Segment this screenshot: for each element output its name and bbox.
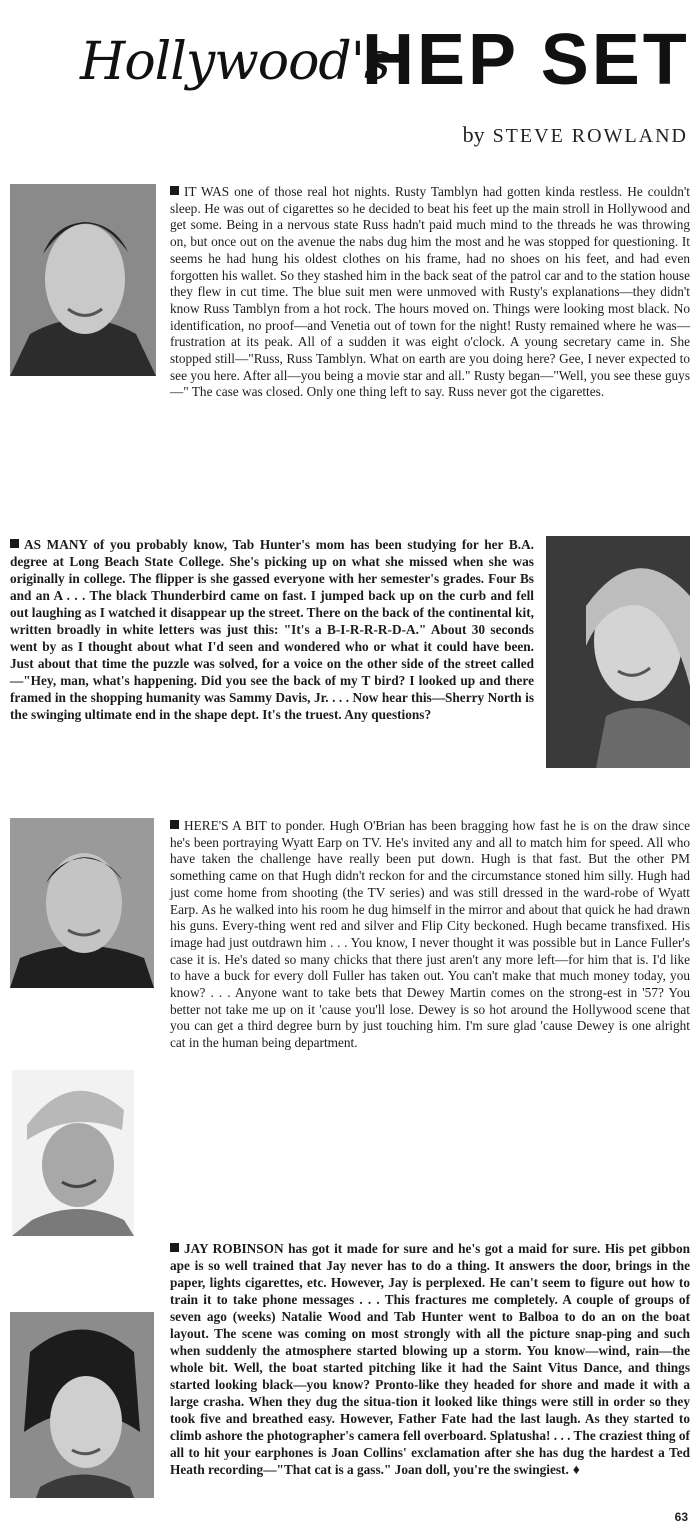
paragraph-jay-robinson [170, 1240, 690, 1479]
page-number: 63 [674, 1510, 688, 1524]
paragraph-tab-hunter-text: AS MANY of you probably know, Tab Hunter's mom has been studying for her B.A. degree at Long Beach State College. She's picking up on what she missed when she was originally in college. The flipper is she gassed everyone with her semester's grades. Four Bs and an A . . . The black Thunderbird came on fast. I jumped back up on the curb and fell out laughing as I watched it disappear up the street. There on the back of the continental kit, written broadly in white letters was just this: "It's a B-I-R-R-R-D-A." About 30 seconds went by as I thought about what I'd seen and wondered who or what it could have been. Just about that time the puzzle was solved, for a voice on the other side of the street called—"Hey, man, what's happening. Did you see the back of my T bird? I looked up and there framed in the shopping humanity was Sammy Davis, Jr. . . . Now hear this—Sherry North is the swinging ultimate end in the shape dept. It's the truest. Any questions? [10, 537, 534, 722]
portrait-rusty-tamblyn-image [10, 184, 156, 376]
title-bold: HEP SET [362, 20, 690, 100]
title [70, 18, 690, 110]
portrait-sherry-north-image [546, 536, 690, 768]
bullet-icon [10, 539, 19, 548]
paragraph-hugh-obrian [170, 818, 690, 1052]
bullet-icon [170, 186, 179, 195]
portrait-sherry-north [546, 536, 690, 768]
byline-author: STEVE ROWLAND [492, 125, 688, 147]
byline [463, 122, 688, 148]
portrait-joan-collins-image [10, 1312, 154, 1498]
title-script: Hollywood's [80, 32, 390, 92]
portrait-hugh-obrian-image [10, 818, 154, 988]
paragraph-hugh-obrian-text: HERE'S A BIT to ponder. Hugh O'Brian has been bragging how fast he is on the draw since he's been portraying Wyatt Earp on TV. He's invited any and all to match him for speed. All who have taken the challenge have really been put down. Hugh is that fast. But the other PM something came on that Hugh didn't reckon for and the circumstance stoned him silly. Hugh had just come home from shooting (the TV series) and was still dressed in the ward-robe of Wyatt Earp. As he walked into his room he dug himself in the mirror and about that quick he had drawn his guns. Every-thing went red and silver and Flip City beckoned. Hugh became transfixed. His image had just outdrawn him . . . You know, I never thought it was possible but in Lance Fuller's case it is. He's dated so many chicks that there just aren't any more left—for him that is. I'd like to have a buck for every doll Fuller has taken out. You can't make that much money today, you know? . . . Anyone want to take bets that Dewey Martin comes on the strong-est in '57? You better not take me up on it 'cause you'll lose. Dewey is so hot around the Hollywood scene that you can get a third degree burn by just touching him. I'm sure glad 'cause Dewey is one alright cat in the human being department. [170, 818, 690, 1051]
paragraph-rusty-tamblyn-text: IT WAS one of those real hot nights. Rusty Tamblyn had gotten kinda restless. He couldn't sleep. He was out of cigarettes so he decided to beat his feet up the main stroll in Hollywood and get some. Being in a nervous state Russ hadn't paid much mind to the threads he was throwing on, but once out on the avenue the nabs dug him the most and he was stopped for questioning. It seems he had hung his oldest clothes on his frame, had no shoes on his feet, and had even forgotten his wallet. So they stashed him in the back seat of the patrol car and to the station house they flew in cut time. The blue suit men were unmoved with Rusty's explanations—they didn't know Russ Tamblyn from a hot rock. The hours moved on. Things were looking most black. No identification, no proof—and Venetia out of town for the night! Rusty remained where he was—frustration at its peak. All of a sudden it was eight o'clock. A young secretary came in. She stopped still—"Russ, Russ Tamblyn. What on earth are you doing here? Gee, I never expected to see you here. After all—you being a movie star and all." Rusty began—"Well, you see these guys—" The case was closed. Only one thing left to say. Russ never got the cigarettes. [170, 184, 690, 400]
bullet-icon [170, 820, 179, 829]
portrait-hugh-obrian [10, 818, 154, 988]
paragraph-jay-robinson-text: JAY ROBINSON has got it made for sure and he's got a maid for sure. His pet gibbon ape is so well trained that Jay never has to do a thing. It answers the door, brings in the paper, lights cigarettes, etc. However, Jay is perplexed. He can't seem to figure out how to train it to take phone messages . . . This fractures me completely. A couple of groups of seven ago (weeks) Natalie Wood and Tab Hunter went to Balboa to do an on the boat layout. The scene was coming on most strongly with all the picture snap-ping and such when suddenly the atmosphere started blowing up a storm. You know—wind, rain—the whole bit. Well, the boat started pitching like it had the Saint Vitus Dance, and things started looking black—you know? Pronto-like they headed for shore and made it with a large crasha. When they dug the situa-tion it looked like things were still in order so they took five and breathed easy. However, Father Fate had the last laugh. As they started to climb ashore the photographer's camera fell overboard. Splatusha! . . . The craziest thing of all to hit your earphones is Joan Collins' exclamation after she has dug the hardest a Ted Heath recording—"That cat is a gass." Joan doll, you're the swingiest. [170, 1241, 690, 1477]
paragraph-rusty-tamblyn [170, 184, 690, 401]
bullet-icon [170, 1243, 179, 1252]
portrait-dewey-martin [12, 1070, 134, 1236]
end-diamond-icon: ♦ [572, 1463, 580, 1478]
portrait-dewey-martin-image [12, 1070, 134, 1236]
paragraph-tab-hunter [10, 536, 534, 723]
portrait-rusty-tamblyn [10, 184, 156, 376]
portrait-joan-collins [10, 1312, 154, 1498]
byline-prefix: by [462, 122, 485, 147]
